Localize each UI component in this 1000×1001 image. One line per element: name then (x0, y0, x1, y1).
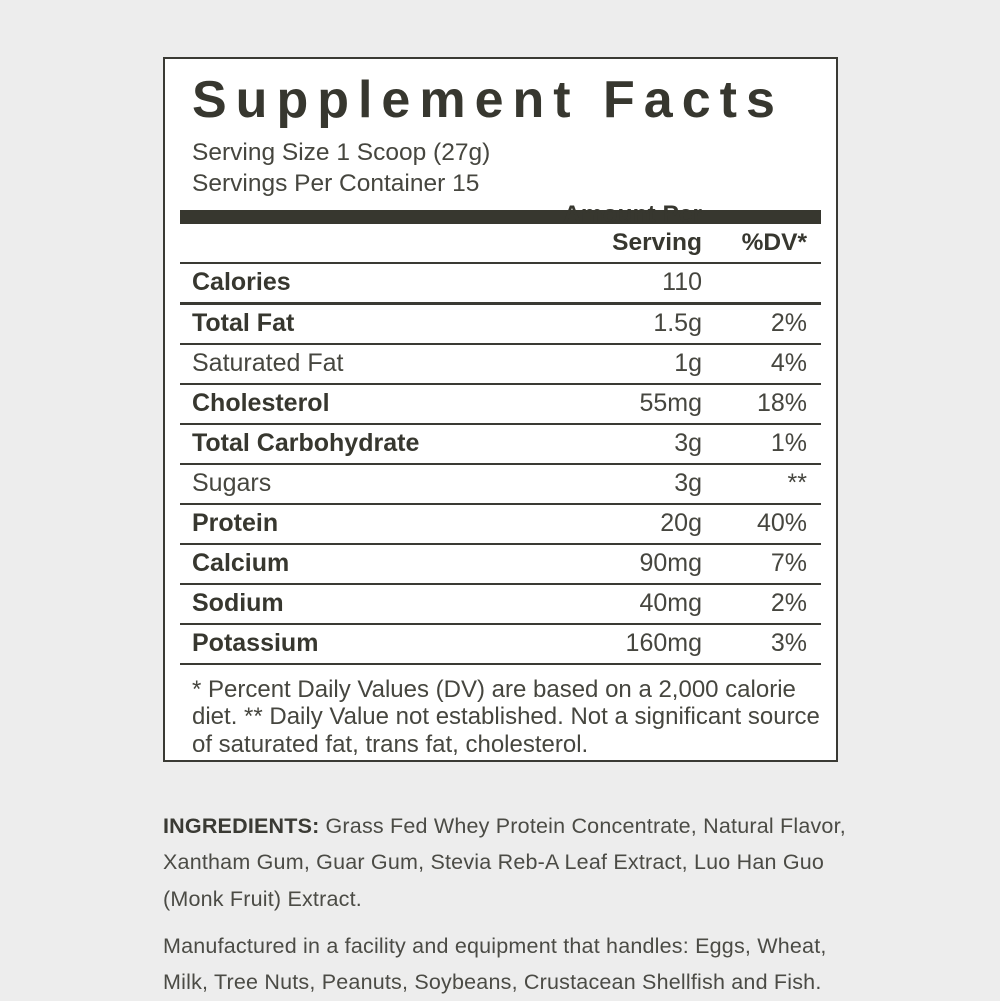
divider-bar (180, 210, 821, 224)
nutrient-name: Protein (192, 509, 279, 538)
table-row (180, 503, 821, 543)
dv-footnote: * Percent Daily Values (DV) are based on a 2,000 calorie diet. ** Daily Value not established. Not a significant source of saturated fat, trans fat, cholesterol. (192, 675, 820, 758)
ingredients-label: INGREDIENTS: (163, 813, 320, 838)
servings-per-container: Servings Per Container 15 (192, 169, 480, 197)
ingredients-paragraph (163, 808, 867, 918)
nutrient-dv: 40% (756, 509, 807, 538)
nutrient-table (180, 262, 821, 665)
nutrient-dv: 7% (770, 549, 807, 578)
panel-content (165, 59, 836, 758)
nutrient-dv: 18% (756, 389, 807, 418)
table-row (180, 262, 821, 302)
nutrient-dv: 2% (770, 309, 807, 338)
nutrient-name: Calories (192, 268, 291, 297)
nutrient-amount: 40mg (639, 589, 702, 618)
nutrient-dv: 1% (770, 429, 807, 458)
header-amount-per-serving: Amount Per Serving (563, 200, 702, 256)
table-row (180, 343, 821, 383)
nutrient-amount: 3g (674, 469, 702, 498)
serving-info (192, 137, 821, 199)
nutrient-name: Sugars (192, 469, 272, 498)
nutrient-name: Sodium (192, 589, 284, 618)
nutrient-amount: 110 (662, 268, 702, 297)
nutrient-name: Calcium (192, 549, 290, 578)
nutrient-amount: 1.5g (653, 309, 702, 338)
nutrient-name: Saturated Fat (192, 349, 344, 378)
nutrient-amount: 3g (674, 429, 702, 458)
table-row (180, 623, 821, 663)
table-row (180, 463, 821, 503)
table-row (180, 383, 821, 423)
nutrient-name: Total Carbohydrate (192, 429, 420, 458)
nutrient-amount: 90mg (639, 549, 702, 578)
nutrient-dv: 2% (770, 589, 807, 618)
table-header (180, 200, 821, 262)
nutrient-dv: 3% (770, 629, 807, 658)
nutrient-name: Total Fat (192, 309, 295, 338)
nutrient-amount: 20g (660, 509, 702, 538)
supplement-facts-panel (163, 57, 838, 762)
table-row (180, 423, 821, 463)
table-row (180, 583, 821, 623)
table-row (180, 302, 821, 343)
nutrient-amount: 55mg (639, 389, 702, 418)
nutrient-dv: ** (787, 469, 807, 498)
allergen-paragraph: Manufactured in a facility and equipment that handles: Eggs, Wheat, Milk, Tree Nuts, Peanuts, Soybeans, Crustacean Shellfish and Fish. (163, 933, 827, 994)
table-row (180, 543, 821, 583)
nutrient-name: Cholesterol (192, 389, 330, 418)
header-percent-dv: %DV* (741, 228, 807, 256)
nutrient-dv: 4% (770, 349, 807, 378)
nutrient-amount: 160mg (625, 629, 702, 658)
nutrient-amount: 1g (674, 349, 702, 378)
nutrient-name: Potassium (192, 629, 319, 658)
serving-size: Serving Size 1 Scoop (27g) (192, 138, 491, 166)
ingredients-text: Grass Fed Whey Protein Concentrate, Natural Flavor, Xantham Gum, Guar Gum, Stevia Reb-A Leaf Extract, Luo Han Guo (Monk Fruit) Extract. (163, 813, 846, 911)
panel-title: Supplement Facts (192, 71, 784, 129)
